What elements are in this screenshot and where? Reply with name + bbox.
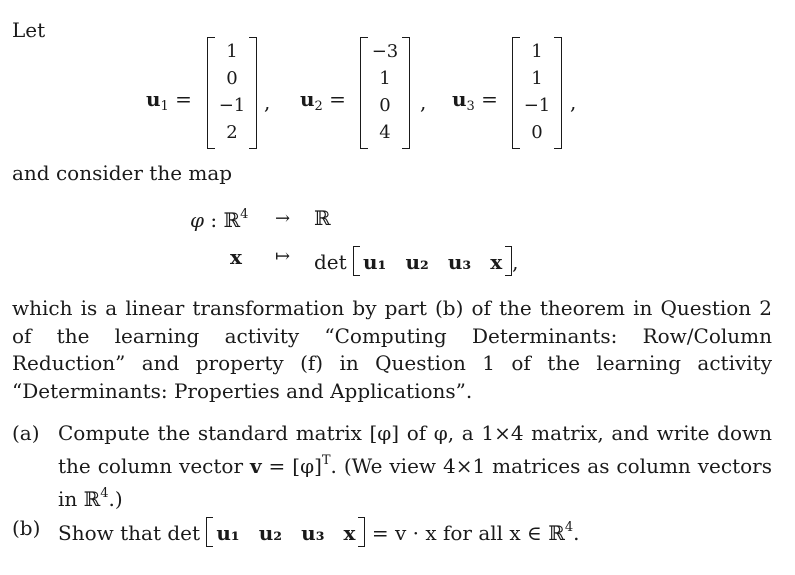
determinant-expression — [314, 246, 519, 276]
exponent: 4 — [100, 486, 109, 501]
u3-index: 3 — [466, 99, 475, 114]
exponent: 4 — [564, 520, 574, 535]
vector-u3-matrix — [512, 37, 562, 149]
column: u₂ — [258, 521, 283, 545]
left-bracket — [206, 517, 213, 547]
part-a-text — [58, 419, 772, 513]
column: u₃ — [447, 250, 472, 274]
column: u₃ — [301, 521, 325, 545]
vector-u2-label: $u_2$ = — [300, 87, 346, 114]
v-symbol: v — [249, 454, 262, 478]
part-a-label: (a) — [12, 421, 40, 445]
matrix-entry: 1 — [531, 41, 543, 62]
matrix-entry: 0 — [226, 68, 238, 89]
vector-u3-label: $u_3$ = — [452, 87, 498, 114]
text: .) — [108, 487, 123, 511]
column: x — [343, 521, 356, 545]
matrix-entry: 1 — [531, 68, 543, 89]
part-b — [12, 514, 772, 547]
text: . — [573, 521, 580, 545]
u1-symbol: u — [146, 87, 161, 111]
u1-index: 1 — [160, 99, 169, 114]
comma: , — [264, 90, 271, 114]
explanation-paragraph: which is a linear transformation by part (b) of the theorem in Question 2 of the learning activity “Computing Determinants: Row/Column Reduction” and property (f) in Question 1 of the learning activity “Determinants: Properties and Applications”. — [12, 296, 772, 403]
det-label: det — [314, 250, 347, 274]
vector-u1-label: $u_1$ = — [146, 87, 192, 114]
u2-symbol: u — [300, 87, 315, 111]
comma: , — [570, 90, 577, 114]
comma: , — [420, 90, 427, 114]
part-b-label: (b) — [12, 516, 41, 540]
phi-symbol: φ — [190, 208, 205, 232]
mapsto-arrow: ↦ — [275, 246, 291, 267]
matrix-entry: −1 — [523, 95, 551, 116]
column: u₂ — [405, 250, 429, 274]
matrix-entry: −1 — [218, 95, 246, 116]
map-codomain: ℝ — [314, 206, 331, 230]
map-variable: x — [230, 245, 242, 269]
comma: , — [512, 250, 519, 274]
matrix-entry: 0 — [531, 122, 543, 143]
matrix-entry: −3 — [371, 41, 399, 62]
matrix-entry: 1 — [226, 41, 238, 62]
column: u₁ — [216, 521, 240, 545]
vector-u2-matrix — [360, 37, 410, 149]
map-arrow: → — [275, 208, 291, 229]
colon: : — [210, 208, 218, 232]
part-b-text — [58, 514, 772, 547]
text: = [φ] — [261, 454, 322, 478]
matrix-entry: 4 — [379, 122, 391, 143]
consider-text: and consider the map — [12, 161, 233, 185]
left-bracket — [353, 246, 360, 276]
text: Compute the standard matrix [φ] of φ, a 1×4 matrix, and write down the column vector — [58, 421, 772, 478]
domain-exponent: 4 — [240, 207, 249, 222]
matrix-entry: 2 — [226, 122, 238, 143]
text: = v · x for all x ∈ ℝ — [365, 521, 565, 545]
matrix-entry: 0 — [379, 95, 391, 116]
vector-u1-matrix — [207, 37, 257, 149]
domain: ℝ — [223, 208, 241, 232]
text: Show that det — [58, 521, 207, 545]
column: u₁ — [363, 250, 387, 274]
u2-index: 2 — [314, 99, 323, 114]
matrix-entry: 1 — [379, 68, 391, 89]
transpose-sup: T — [321, 453, 331, 468]
column: x — [490, 250, 503, 274]
map-signature — [190, 208, 248, 230]
text: . (We view 4×1 matrices as column vectors in ℝ — [58, 454, 772, 511]
intro-text: Let — [12, 18, 46, 42]
part-a — [12, 419, 772, 513]
u3-symbol: u — [452, 87, 467, 111]
